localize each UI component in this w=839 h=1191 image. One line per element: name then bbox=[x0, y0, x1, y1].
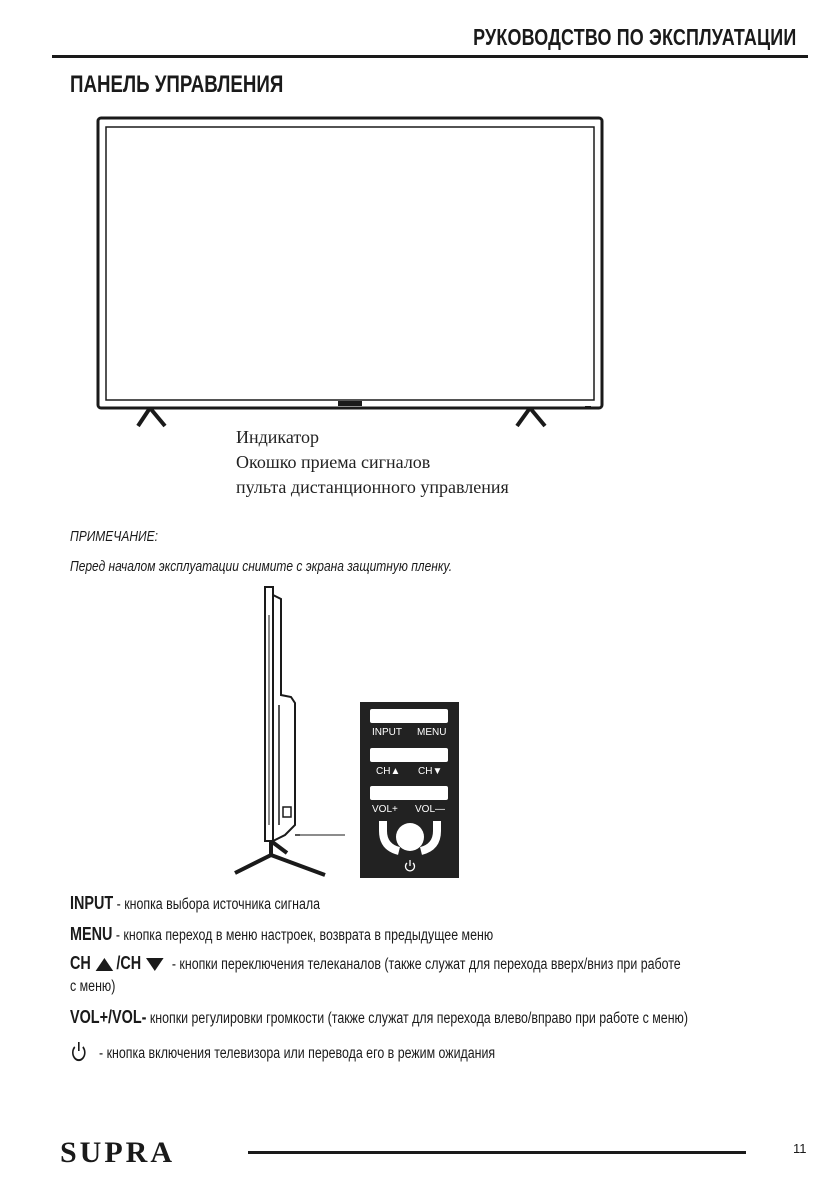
desc-menu bbox=[70, 924, 493, 945]
page-number: 11 bbox=[793, 1141, 807, 1156]
desc-input bbox=[70, 893, 320, 914]
callout-indicator: Индикатор bbox=[236, 427, 320, 447]
right-stand bbox=[517, 408, 545, 426]
vol-button[interactable] bbox=[370, 786, 448, 800]
tv-side-illustration bbox=[225, 585, 345, 880]
desc-input-text: - кнопка выбора источника сигнала bbox=[113, 896, 320, 913]
desc-ch-text: - кнопки переключения телеканалов (также служат для перехода вверх/вниз при работе bbox=[168, 956, 681, 973]
desc-power-text: - кнопка включения телевизора или перевода его в режим ожидания bbox=[95, 1045, 496, 1062]
desc-ch-key-down: /CH bbox=[116, 953, 142, 973]
vol-up-label: VOL+ bbox=[372, 804, 398, 815]
note-label: ПРИМЕЧАНИЕ: bbox=[70, 528, 158, 545]
vol-down-label: VOL— bbox=[415, 804, 446, 815]
desc-vol-key: VOL+/VOL- bbox=[70, 1007, 147, 1027]
triangle-up-icon bbox=[96, 958, 114, 971]
power-icon bbox=[406, 860, 415, 871]
header-divider bbox=[52, 55, 808, 58]
desc-ch bbox=[70, 953, 681, 974]
power-joystick[interactable] bbox=[375, 817, 445, 877]
desc-vol bbox=[70, 1007, 688, 1028]
document-header-title: РУКОВОДСТВО ПО ЭКСПЛУАТАЦИИ bbox=[472, 24, 796, 50]
control-panel bbox=[360, 702, 459, 878]
desc-menu-text: - кнопка переход в меню настроек, возврата в предыдущее меню bbox=[112, 927, 494, 944]
supra-logo: SUPRA bbox=[60, 1136, 176, 1169]
menu-label: MENU bbox=[417, 727, 447, 738]
triangle-down-icon bbox=[146, 958, 164, 971]
desc-input-key: INPUT bbox=[70, 893, 114, 913]
ch-button[interactable] bbox=[370, 748, 448, 762]
input-menu-button[interactable] bbox=[370, 709, 448, 723]
callout-ir-window: Окошко приема сигналов bbox=[236, 452, 431, 472]
desc-ch-key-up: CH bbox=[70, 953, 91, 973]
ch-up-label: CH▲ bbox=[376, 766, 401, 777]
indicator-window bbox=[338, 401, 362, 406]
desc-power bbox=[70, 1041, 495, 1063]
left-stand bbox=[138, 408, 165, 426]
ch-down-label: CH▼ bbox=[418, 766, 443, 777]
desc-vol-text: кнопки регулировки громкости (также служат для перехода влево/вправо при работе с меню) bbox=[146, 1010, 688, 1027]
section-title: ПАНЕЛЬ УПРАВЛЕНИЯ bbox=[70, 71, 284, 98]
callout-remote: пульта дистанционного управления bbox=[236, 477, 509, 497]
input-label: INPUT bbox=[372, 727, 402, 738]
power-icon bbox=[70, 1041, 88, 1063]
desc-ch-cont: с меню) bbox=[70, 978, 116, 995]
footer-divider bbox=[248, 1151, 746, 1154]
tv-front-illustration bbox=[90, 110, 620, 435]
desc-menu-key: MENU bbox=[70, 924, 113, 944]
note-text: Перед началом эксплуатации снимите с экрана защитную пленку. bbox=[70, 558, 453, 575]
